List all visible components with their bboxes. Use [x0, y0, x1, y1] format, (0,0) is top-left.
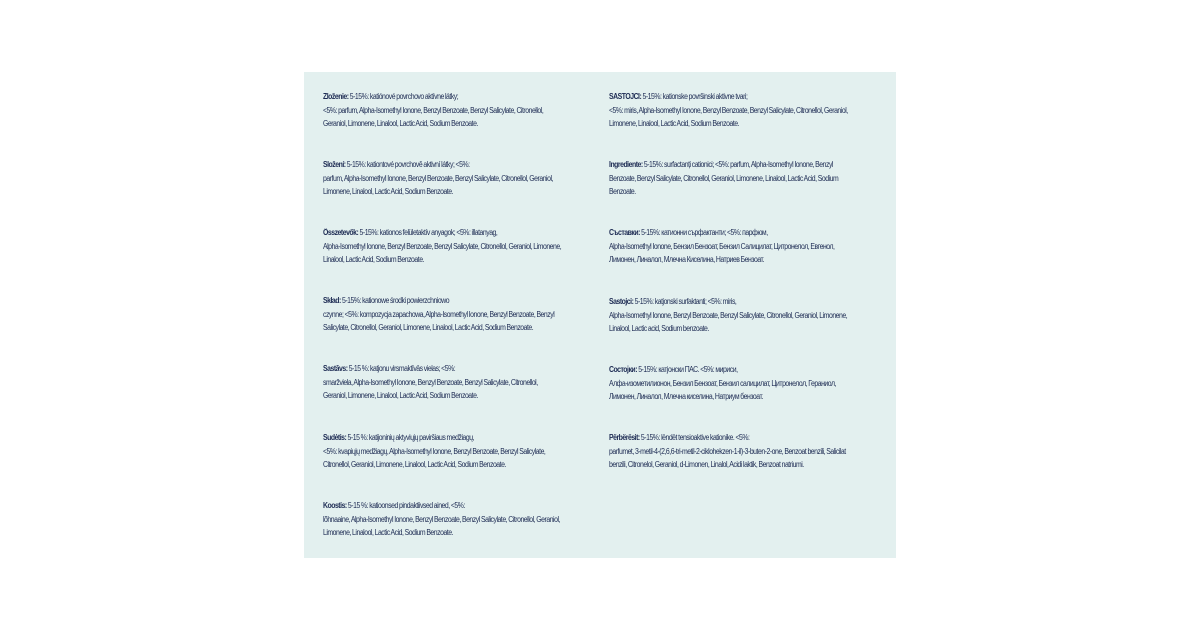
- ingredients-label: Skład:: [323, 296, 341, 305]
- ingredients-label: Összetevők:: [323, 228, 359, 237]
- ingredients-lt: [323, 431, 562, 472]
- ingredients-lv: [323, 362, 562, 403]
- ingredients-label: Состојки:: [609, 365, 638, 374]
- ingredients-text: 5-15%: kationske površinski aktivne tvari; <5%: miris, Alpha-Isomethyl Ionone, Benzyl Benzoate, Benzyl Salicylate, Citronellol, Geraniol, Limonene, Linalool, Lactic Acid, Sodium Benzoate.: [609, 92, 848, 128]
- ingredients-sk: [323, 90, 562, 131]
- ingredients-mk: [609, 363, 848, 404]
- ingredients-text: 5-15%: kationtové povrchově aktivní látky; <5%: parfum, Alpha-Isomethyl Ionone, Benzyl Benzoate, Benzyl Salicylate, Citronellol, Geraniol, Limonene, Linalool, Lactic Acid, Sodium Benzoate.: [323, 160, 553, 196]
- ingredients-ro: [609, 158, 848, 199]
- ingredients-et: [323, 499, 562, 540]
- ingredients-label: Koostis:: [323, 501, 347, 510]
- ingredients-text: 5-15%: kationowe środki powierzchniowo czynne; <5%: kompozycja zapachowa, Alpha-Isomethyl Ionone, Benzyl Benzoate, Benzyl Salicylate, Citronellol, Geraniol, Limonene, Linalool, Lactic Acid, Sodium Benzoate.: [323, 296, 555, 332]
- ingredients-hu: [323, 226, 562, 267]
- ingredients-label: Sudėtis:: [323, 433, 347, 442]
- ingredients-cs: [323, 158, 562, 199]
- ingredients-label: Sastojci:: [609, 297, 634, 306]
- ingredients-label: Съставки:: [609, 228, 640, 237]
- ingredients-sq: [609, 431, 848, 472]
- ingredients-label: Përbërësit:: [609, 433, 640, 442]
- ingredients-label: Ingrediente:: [609, 160, 643, 169]
- ingredients-text: 5-15%: surfactanți cationici; <5%: parfum, Alpha-Isomethyl Ionone, Benzyl Benzoate, Benzyl Salicylate, Citronellol, Geraniol, Limonene, Linalool, Lactic Acid, Sodium Benzoate.: [609, 160, 839, 196]
- ingredients-text: 5-15%: kationos felületaktív anyagok; <5%: illatanyag, Alpha-Isomethyl Ionone, Benzyl Benzoate, Benzyl Salicylate, Citronellol, Geraniol, Limonene, Linalool, Lactic Acid, Sodium Benzoate.: [323, 228, 562, 264]
- ingredients-label: Složení:: [323, 160, 346, 169]
- ingredients-text: 5-15%: катјонски ПАС. <5%: мириси, Алфа-изометилионон, Бензил Бензоат, Бензил салицилат, Цитронелол, Гераниол, Лимонен, Линалол, Млечна киселина, Натриум бензоат.: [609, 365, 836, 401]
- ingredients-text: 5-15 %: katioonsed pindaktiivsed ained, <5%: lõhnaaine, Alpha-Isomethyl Ionone, Benzyl Benzoate, Benzyl Salicylate, Citronellol, Geraniol, Limonene, Linalool, Lactic Acid, Sodium Benzoate.: [323, 501, 560, 537]
- ingredients-text: 5-15%: katjonski surfaktanti; <5%: miris, Alpha-Isomethyl Ionone, Benzyl Benzoate, Benzyl Salicylate, Citronellol, Geraniol, Limonene, Linalool, Lactic acid, Sodium benzoate.: [609, 297, 848, 333]
- ingredients-hr: [609, 90, 848, 131]
- ingredients-label: SASTOJCI:: [609, 92, 642, 101]
- ingredients-label: Zloženie:: [323, 92, 349, 101]
- ingredients-text: 5-15 %: katijoninių aktyviųjų paviršiaus medžiagų, <5%: kvapiųjų medžiagų, Alpha-Isomethyl Ionone, Benzyl Benzoate, Benzyl Salicylate, Citronellol, Geraniol, Limonene, Linalool, Lactic Acid, Sodium Benzoate.: [323, 433, 546, 469]
- ingredients-sl: [609, 295, 848, 336]
- ingredients-panel: [304, 72, 896, 558]
- ingredients-text: 5-15%: katiónové povrchovo aktívne látky; <5%: parfum, Alpha-Isomethyl Ionone, Benzyl Benzoate, Benzyl Salicylate, Citronellol, Geraniol, Limonene, Linalool, Lactic Acid, Sodium Benzoate.: [323, 92, 544, 128]
- ingredients-pl: [323, 294, 562, 335]
- ingredients-text: 5-15%: lëndët tensioaktive kationike. <5%: parfumet, 3-metil-4-(2,6,6-tri-metil-2-ciklohekzen-1-il)-3-buten-2-one, Benzoat benzili, Salicilat benzili, Citronelol, Geraniol, d-Limonen, Linalol, Acidi laktik, Benzoat natriumi.: [609, 433, 846, 469]
- ingredients-text: 5-15%: катионни сърфактанти; <5%: парфюм, Alpha-Isomethyl Ionone, Бензил Бензоат, Бензил Салицилат, Цитронелол, Евгенол, Лимонен, Линалол, Млечна Киселина, Натриев Бензоат.: [609, 228, 835, 264]
- ingredients-bg: [609, 226, 848, 267]
- ingredients-label: Sastāvs:: [323, 364, 348, 373]
- ingredients-text: 5-15 %: katjonu virsmaktīvās vielas; <5%: smaržviela, Alpha-Isomethyl Ionone, Benzyl Benzoate, Benzyl Salicylate, Citronellol, Geraniol, Limonene, Linalool, Lactic Acid, Sodium Benzoate.: [323, 364, 538, 400]
